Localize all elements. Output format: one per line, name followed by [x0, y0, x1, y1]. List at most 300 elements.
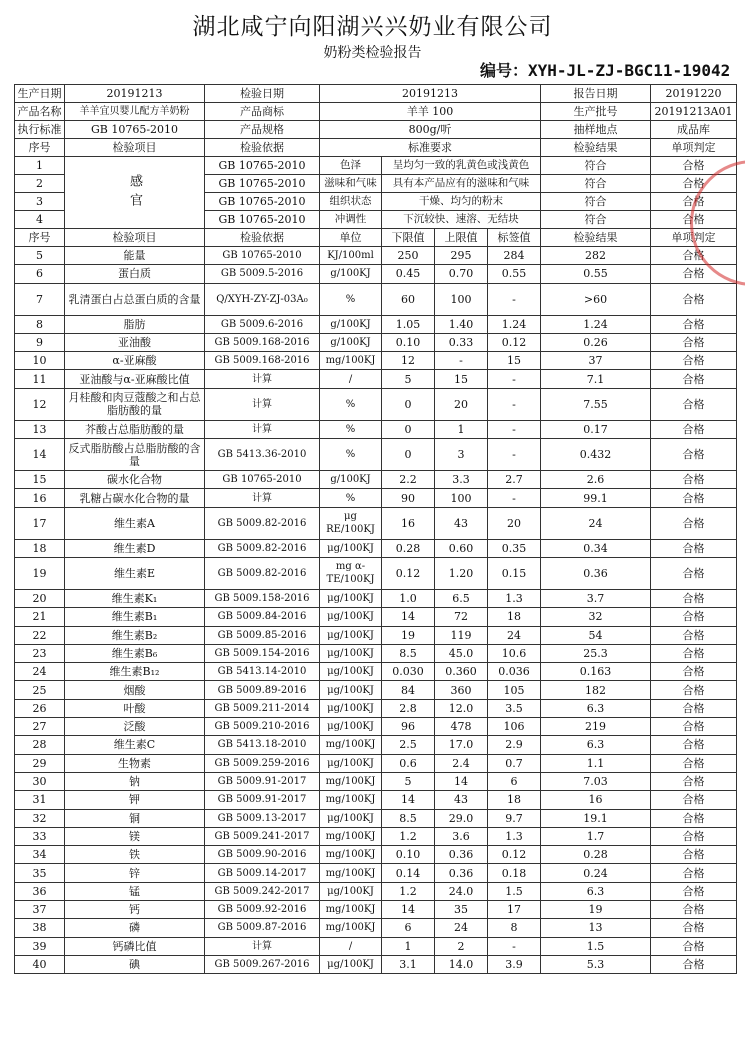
upper-limit: 72: [435, 608, 488, 626]
test-result: 16: [541, 791, 651, 809]
upper-limit: 0.36: [435, 846, 488, 864]
judgement: 合格: [651, 539, 737, 557]
upper-limit: 6.5: [435, 589, 488, 607]
test-item: 钾: [65, 791, 205, 809]
info-label: 生产批号: [541, 103, 651, 121]
table-row: [15, 608, 737, 626]
table-row: [15, 901, 737, 919]
test-item: 碳水化合物: [65, 471, 205, 489]
standard-requirement: 干燥、均匀的粉末: [382, 193, 541, 211]
lower-limit: 250: [382, 247, 435, 265]
upper-limit: 0.36: [435, 864, 488, 882]
judgement: 合格: [651, 193, 737, 211]
sensory-attribute: 滋味和气味: [320, 175, 382, 193]
label-value: -: [488, 937, 541, 955]
row-number: 29: [15, 754, 65, 772]
col-header: 检验结果: [541, 229, 651, 247]
lower-limit: 14: [382, 608, 435, 626]
upper-limit: 17.0: [435, 736, 488, 754]
test-result: 282: [541, 247, 651, 265]
row-number: 1: [15, 157, 65, 175]
test-basis: GB 5009.89-2016: [205, 681, 320, 699]
unit: μg/100KJ: [320, 809, 382, 827]
unit: g/100KJ: [320, 265, 382, 283]
test-item: 泛酸: [65, 718, 205, 736]
test-item: 镁: [65, 827, 205, 845]
label-value: -: [488, 439, 541, 471]
lower-limit: 16: [382, 507, 435, 539]
label-value: 9.7: [488, 809, 541, 827]
col-header: 检验依据: [205, 229, 320, 247]
lower-limit: 8.5: [382, 809, 435, 827]
test-item: 乳糖占碳水化合物的量: [65, 489, 205, 507]
test-item: 钙: [65, 901, 205, 919]
info-value: 20191213A01: [651, 103, 737, 121]
label-value: -: [488, 489, 541, 507]
test-basis: GB 5009.241-2017: [205, 827, 320, 845]
test-basis: GB 5009.267-2016: [205, 955, 320, 973]
test-basis: GB 5009.82-2016: [205, 557, 320, 589]
upper-limit: 478: [435, 718, 488, 736]
test-item: 锰: [65, 882, 205, 900]
unit: μg/100KJ: [320, 955, 382, 973]
upper-limit: 0.33: [435, 333, 488, 351]
judgement: 合格: [651, 846, 737, 864]
standard-requirement: 具有本产品应有的滋味和气味: [382, 175, 541, 193]
judgement: 合格: [651, 211, 737, 229]
col-header: 标准要求: [320, 139, 541, 157]
unit: mg α-TE/100KJ: [320, 557, 382, 589]
lower-limit: 2.8: [382, 699, 435, 717]
table-row: [15, 315, 737, 333]
upper-limit: 100: [435, 489, 488, 507]
row-number: 24: [15, 663, 65, 681]
test-item: 叶酸: [65, 699, 205, 717]
col-header: 检验依据: [205, 139, 320, 157]
test-item: 维生素K₁: [65, 589, 205, 607]
label-value: -: [488, 420, 541, 438]
lower-limit: 1.0: [382, 589, 435, 607]
test-item: 维生素A: [65, 507, 205, 539]
unit: %: [320, 388, 382, 420]
sensory-attribute: 冲调性: [320, 211, 382, 229]
info-row: [15, 85, 737, 103]
upper-limit: 1.20: [435, 557, 488, 589]
unit: %: [320, 489, 382, 507]
test-basis: GB 5009.92-2016: [205, 901, 320, 919]
judgement: 合格: [651, 827, 737, 845]
info-value: 20191220: [651, 85, 737, 103]
row-number: 9: [15, 333, 65, 351]
lower-limit: 1.2: [382, 882, 435, 900]
table-row: [15, 937, 737, 955]
unit: μg/100KJ: [320, 754, 382, 772]
test-basis: 计算: [205, 388, 320, 420]
test-basis: 计算: [205, 937, 320, 955]
col-header: 下限值: [382, 229, 435, 247]
table-row: [15, 754, 737, 772]
judgement: 合格: [651, 772, 737, 790]
table-row: [15, 589, 737, 607]
unit: μg/100KJ: [320, 589, 382, 607]
upper-limit: 2.4: [435, 754, 488, 772]
test-basis: GB 5009.87-2016: [205, 919, 320, 937]
row-number: 21: [15, 608, 65, 626]
info-label: 报告日期: [541, 85, 651, 103]
info-value: 成品库: [651, 121, 737, 139]
unit: g/100KJ: [320, 471, 382, 489]
test-basis: GB 5009.90-2016: [205, 846, 320, 864]
unit: mg/100KJ: [320, 791, 382, 809]
label-value: -: [488, 370, 541, 388]
lower-limit: 8.5: [382, 644, 435, 662]
judgement: 合格: [651, 283, 737, 315]
judgement: 合格: [651, 315, 737, 333]
row-number: 2: [15, 175, 65, 193]
label-value: 0.35: [488, 539, 541, 557]
table-row: [15, 791, 737, 809]
col-header: 单位: [320, 229, 382, 247]
label-value: 0.18: [488, 864, 541, 882]
lower-limit: 90: [382, 489, 435, 507]
test-result: 1.7: [541, 827, 651, 845]
unit: mg/100KJ: [320, 772, 382, 790]
table-row: [15, 489, 737, 507]
standard-requirement: 下沉较快、速溶、无结块: [382, 211, 541, 229]
test-item: 亚油酸与α-亚麻酸比值: [65, 370, 205, 388]
report-table-body: [15, 85, 737, 974]
test-item: 月桂酸和肉豆蔻酸之和占总脂肪酸的量: [65, 388, 205, 420]
info-label: 抽样地点: [541, 121, 651, 139]
unit: μg/100KJ: [320, 608, 382, 626]
upper-limit: 15: [435, 370, 488, 388]
unit: μg/100KJ: [320, 663, 382, 681]
row-number: 31: [15, 791, 65, 809]
lower-limit: 0.28: [382, 539, 435, 557]
test-item: 反式脂肪酸占总脂肪酸的含量: [65, 439, 205, 471]
judgement: 合格: [651, 557, 737, 589]
upper-limit: 24.0: [435, 882, 488, 900]
test-basis: GB 5009.84-2016: [205, 608, 320, 626]
table-row: [15, 247, 737, 265]
label-value: 0.7: [488, 754, 541, 772]
row-number: 33: [15, 827, 65, 845]
label-value: 0.12: [488, 333, 541, 351]
unit: g/100KJ: [320, 315, 382, 333]
lower-limit: 0.030: [382, 663, 435, 681]
label-value: 1.24: [488, 315, 541, 333]
lower-limit: 1.05: [382, 315, 435, 333]
judgement: 合格: [651, 333, 737, 351]
test-basis: GB 5009.211-2014: [205, 699, 320, 717]
unit: mg/100KJ: [320, 736, 382, 754]
unit: μg/100KJ: [320, 882, 382, 900]
judgement: 合格: [651, 589, 737, 607]
judgement: 合格: [651, 699, 737, 717]
test-basis: GB 5413.36-2010: [205, 439, 320, 471]
row-number: 16: [15, 489, 65, 507]
info-value: 20191213: [320, 85, 541, 103]
test-result: 3.7: [541, 589, 651, 607]
row-number: 26: [15, 699, 65, 717]
table-row: [15, 265, 737, 283]
test-result: 182: [541, 681, 651, 699]
test-result: 24: [541, 507, 651, 539]
lower-limit: 1: [382, 937, 435, 955]
col-header: 序号: [15, 139, 65, 157]
info-row: [15, 103, 737, 121]
lower-limit: 0: [382, 420, 435, 438]
table-row: [15, 539, 737, 557]
label-value: 105: [488, 681, 541, 699]
table-row: [15, 864, 737, 882]
row-number: 10: [15, 352, 65, 370]
sensory-attribute: 组织状态: [320, 193, 382, 211]
test-result: 0.24: [541, 864, 651, 882]
test-result: 0.34: [541, 539, 651, 557]
sensory-group-label: 感官: [65, 157, 205, 229]
label-value: 3.5: [488, 699, 541, 717]
test-result: 符合: [541, 157, 651, 175]
test-basis: GB 5009.5-2016: [205, 265, 320, 283]
test-basis: GB 10765-2010: [205, 175, 320, 193]
test-item: 维生素D: [65, 539, 205, 557]
judgement: 合格: [651, 388, 737, 420]
label-value: 0.12: [488, 846, 541, 864]
test-item: 蛋白质: [65, 265, 205, 283]
table-row: [15, 557, 737, 589]
row-number: 40: [15, 955, 65, 973]
judgement: 合格: [651, 882, 737, 900]
table-row: [15, 772, 737, 790]
test-result: 219: [541, 718, 651, 736]
judgement: 合格: [651, 809, 737, 827]
info-value: 20191213: [65, 85, 205, 103]
row-number: 7: [15, 283, 65, 315]
test-result: 6.3: [541, 882, 651, 900]
judgement: 合格: [651, 175, 737, 193]
test-result: 1.24: [541, 315, 651, 333]
unit: %: [320, 439, 382, 471]
unit: μg/100KJ: [320, 539, 382, 557]
company-name: 湖北咸宁向阳湖兴兴奶业有限公司: [192, 14, 553, 40]
lower-limit: 14: [382, 791, 435, 809]
col-header: 单项判定: [651, 139, 737, 157]
row-number: 19: [15, 557, 65, 589]
judgement: 合格: [651, 489, 737, 507]
test-item: 维生素B₁₂: [65, 663, 205, 681]
upper-limit: 100: [435, 283, 488, 315]
test-result: 7.1: [541, 370, 651, 388]
table-row: [15, 370, 737, 388]
row-number: 4: [15, 211, 65, 229]
label-value: 2.7: [488, 471, 541, 489]
upper-limit: 43: [435, 791, 488, 809]
table-row: [15, 420, 737, 438]
unit: μg/100KJ: [320, 681, 382, 699]
test-item: 维生素B₆: [65, 644, 205, 662]
table-row: [15, 333, 737, 351]
upper-limit: 0.360: [435, 663, 488, 681]
row-number: 8: [15, 315, 65, 333]
label-value: 1.3: [488, 827, 541, 845]
test-basis: GB 10765-2010: [205, 157, 320, 175]
judgement: 合格: [651, 754, 737, 772]
row-number: 35: [15, 864, 65, 882]
row-number: 17: [15, 507, 65, 539]
unit: mg/100KJ: [320, 846, 382, 864]
test-item: 磷: [65, 919, 205, 937]
col-header: 检验项目: [65, 139, 205, 157]
test-basis: GB 5009.259-2016: [205, 754, 320, 772]
upper-limit: 24: [435, 919, 488, 937]
unit: mg/100KJ: [320, 919, 382, 937]
label-value: 24: [488, 626, 541, 644]
lower-limit: 2.5: [382, 736, 435, 754]
test-basis: GB 5009.82-2016: [205, 539, 320, 557]
label-value: 8: [488, 919, 541, 937]
judgement: 合格: [651, 864, 737, 882]
lower-limit: 5: [382, 772, 435, 790]
main-header-row: [15, 229, 737, 247]
test-result: 2.6: [541, 471, 651, 489]
test-result: >60: [541, 283, 651, 315]
test-basis: GB 5009.154-2016: [205, 644, 320, 662]
test-basis: GB 5413.14-2010: [205, 663, 320, 681]
test-basis: GB 5009.13-2017: [205, 809, 320, 827]
judgement: 合格: [651, 736, 737, 754]
row-number: 13: [15, 420, 65, 438]
test-item: 钠: [65, 772, 205, 790]
row-number: 6: [15, 265, 65, 283]
test-basis: GB 5009.91-2017: [205, 791, 320, 809]
lower-limit: 0.45: [382, 265, 435, 283]
judgement: 合格: [651, 937, 737, 955]
test-result: 6.3: [541, 736, 651, 754]
test-basis: GB 5009.14-2017: [205, 864, 320, 882]
upper-limit: 3.6: [435, 827, 488, 845]
row-number: 23: [15, 644, 65, 662]
unit: μg/100KJ: [320, 699, 382, 717]
table-row: [15, 507, 737, 539]
report-number: 编号：XYH-JL-ZJ-BGC11-19042: [480, 61, 731, 80]
test-result: 0.55: [541, 265, 651, 283]
test-result: 37: [541, 352, 651, 370]
label-value: 1.3: [488, 589, 541, 607]
label-value: 18: [488, 791, 541, 809]
judgement: 合格: [651, 420, 737, 438]
test-item: 亚油酸: [65, 333, 205, 351]
label-value: 0.55: [488, 265, 541, 283]
judgement: 合格: [651, 370, 737, 388]
test-result: 0.432: [541, 439, 651, 471]
upper-limit: 35: [435, 901, 488, 919]
unit: KJ/100ml: [320, 247, 382, 265]
test-result: 0.17: [541, 420, 651, 438]
table-row: [15, 882, 737, 900]
sensory-row: [15, 157, 737, 175]
lower-limit: 1.2: [382, 827, 435, 845]
label-value: 20: [488, 507, 541, 539]
upper-limit: 20: [435, 388, 488, 420]
judgement: 合格: [651, 507, 737, 539]
judgement: 合格: [651, 791, 737, 809]
test-result: 1.5: [541, 937, 651, 955]
col-header: 单项判定: [651, 229, 737, 247]
label-value: -: [488, 388, 541, 420]
info-value: 羊羊 100: [320, 103, 541, 121]
lower-limit: 0.12: [382, 557, 435, 589]
unit: μg/100KJ: [320, 626, 382, 644]
lower-limit: 60: [382, 283, 435, 315]
row-number: 39: [15, 937, 65, 955]
test-result: 13: [541, 919, 651, 937]
report-table: [14, 84, 737, 974]
upper-limit: 295: [435, 247, 488, 265]
row-number: 3: [15, 193, 65, 211]
test-item: 维生素B₁: [65, 608, 205, 626]
table-row: [15, 955, 737, 973]
test-basis: GB 5009.91-2017: [205, 772, 320, 790]
col-header: 检验结果: [541, 139, 651, 157]
table-row: [15, 626, 737, 644]
lower-limit: 14: [382, 901, 435, 919]
test-item: 生物素: [65, 754, 205, 772]
upper-limit: 2: [435, 937, 488, 955]
lower-limit: 3.1: [382, 955, 435, 973]
row-number: 14: [15, 439, 65, 471]
col-header: 标签值: [488, 229, 541, 247]
info-label: 执行标准: [15, 121, 65, 139]
lower-limit: 6: [382, 919, 435, 937]
judgement: 合格: [651, 265, 737, 283]
test-basis: GB 5009.168-2016: [205, 333, 320, 351]
judgement: 合格: [651, 608, 737, 626]
test-item: 钙磷比值: [65, 937, 205, 955]
table-row: [15, 644, 737, 662]
test-basis: GB 10765-2010: [205, 211, 320, 229]
row-number: 37: [15, 901, 65, 919]
test-result: 0.36: [541, 557, 651, 589]
row-number: 25: [15, 681, 65, 699]
test-result: 7.55: [541, 388, 651, 420]
judgement: 合格: [651, 644, 737, 662]
label-value: 1.5: [488, 882, 541, 900]
test-result: 1.1: [541, 754, 651, 772]
upper-limit: -: [435, 352, 488, 370]
judgement: 合格: [651, 718, 737, 736]
upper-limit: 360: [435, 681, 488, 699]
lower-limit: 0.10: [382, 846, 435, 864]
standard-requirement: 呈均匀一致的乳黄色或浅黄色: [382, 157, 541, 175]
judgement: 合格: [651, 901, 737, 919]
table-row: [15, 388, 737, 420]
table-row: [15, 471, 737, 489]
test-item: 铁: [65, 846, 205, 864]
test-result: 25.3: [541, 644, 651, 662]
row-number: 38: [15, 919, 65, 937]
test-result: 19.1: [541, 809, 651, 827]
label-value: 3.9: [488, 955, 541, 973]
test-basis: 计算: [205, 420, 320, 438]
upper-limit: 1: [435, 420, 488, 438]
row-number: 27: [15, 718, 65, 736]
lower-limit: 0.6: [382, 754, 435, 772]
test-item: 铜: [65, 809, 205, 827]
lower-limit: 2.2: [382, 471, 435, 489]
table-row: [15, 681, 737, 699]
upper-limit: 14: [435, 772, 488, 790]
